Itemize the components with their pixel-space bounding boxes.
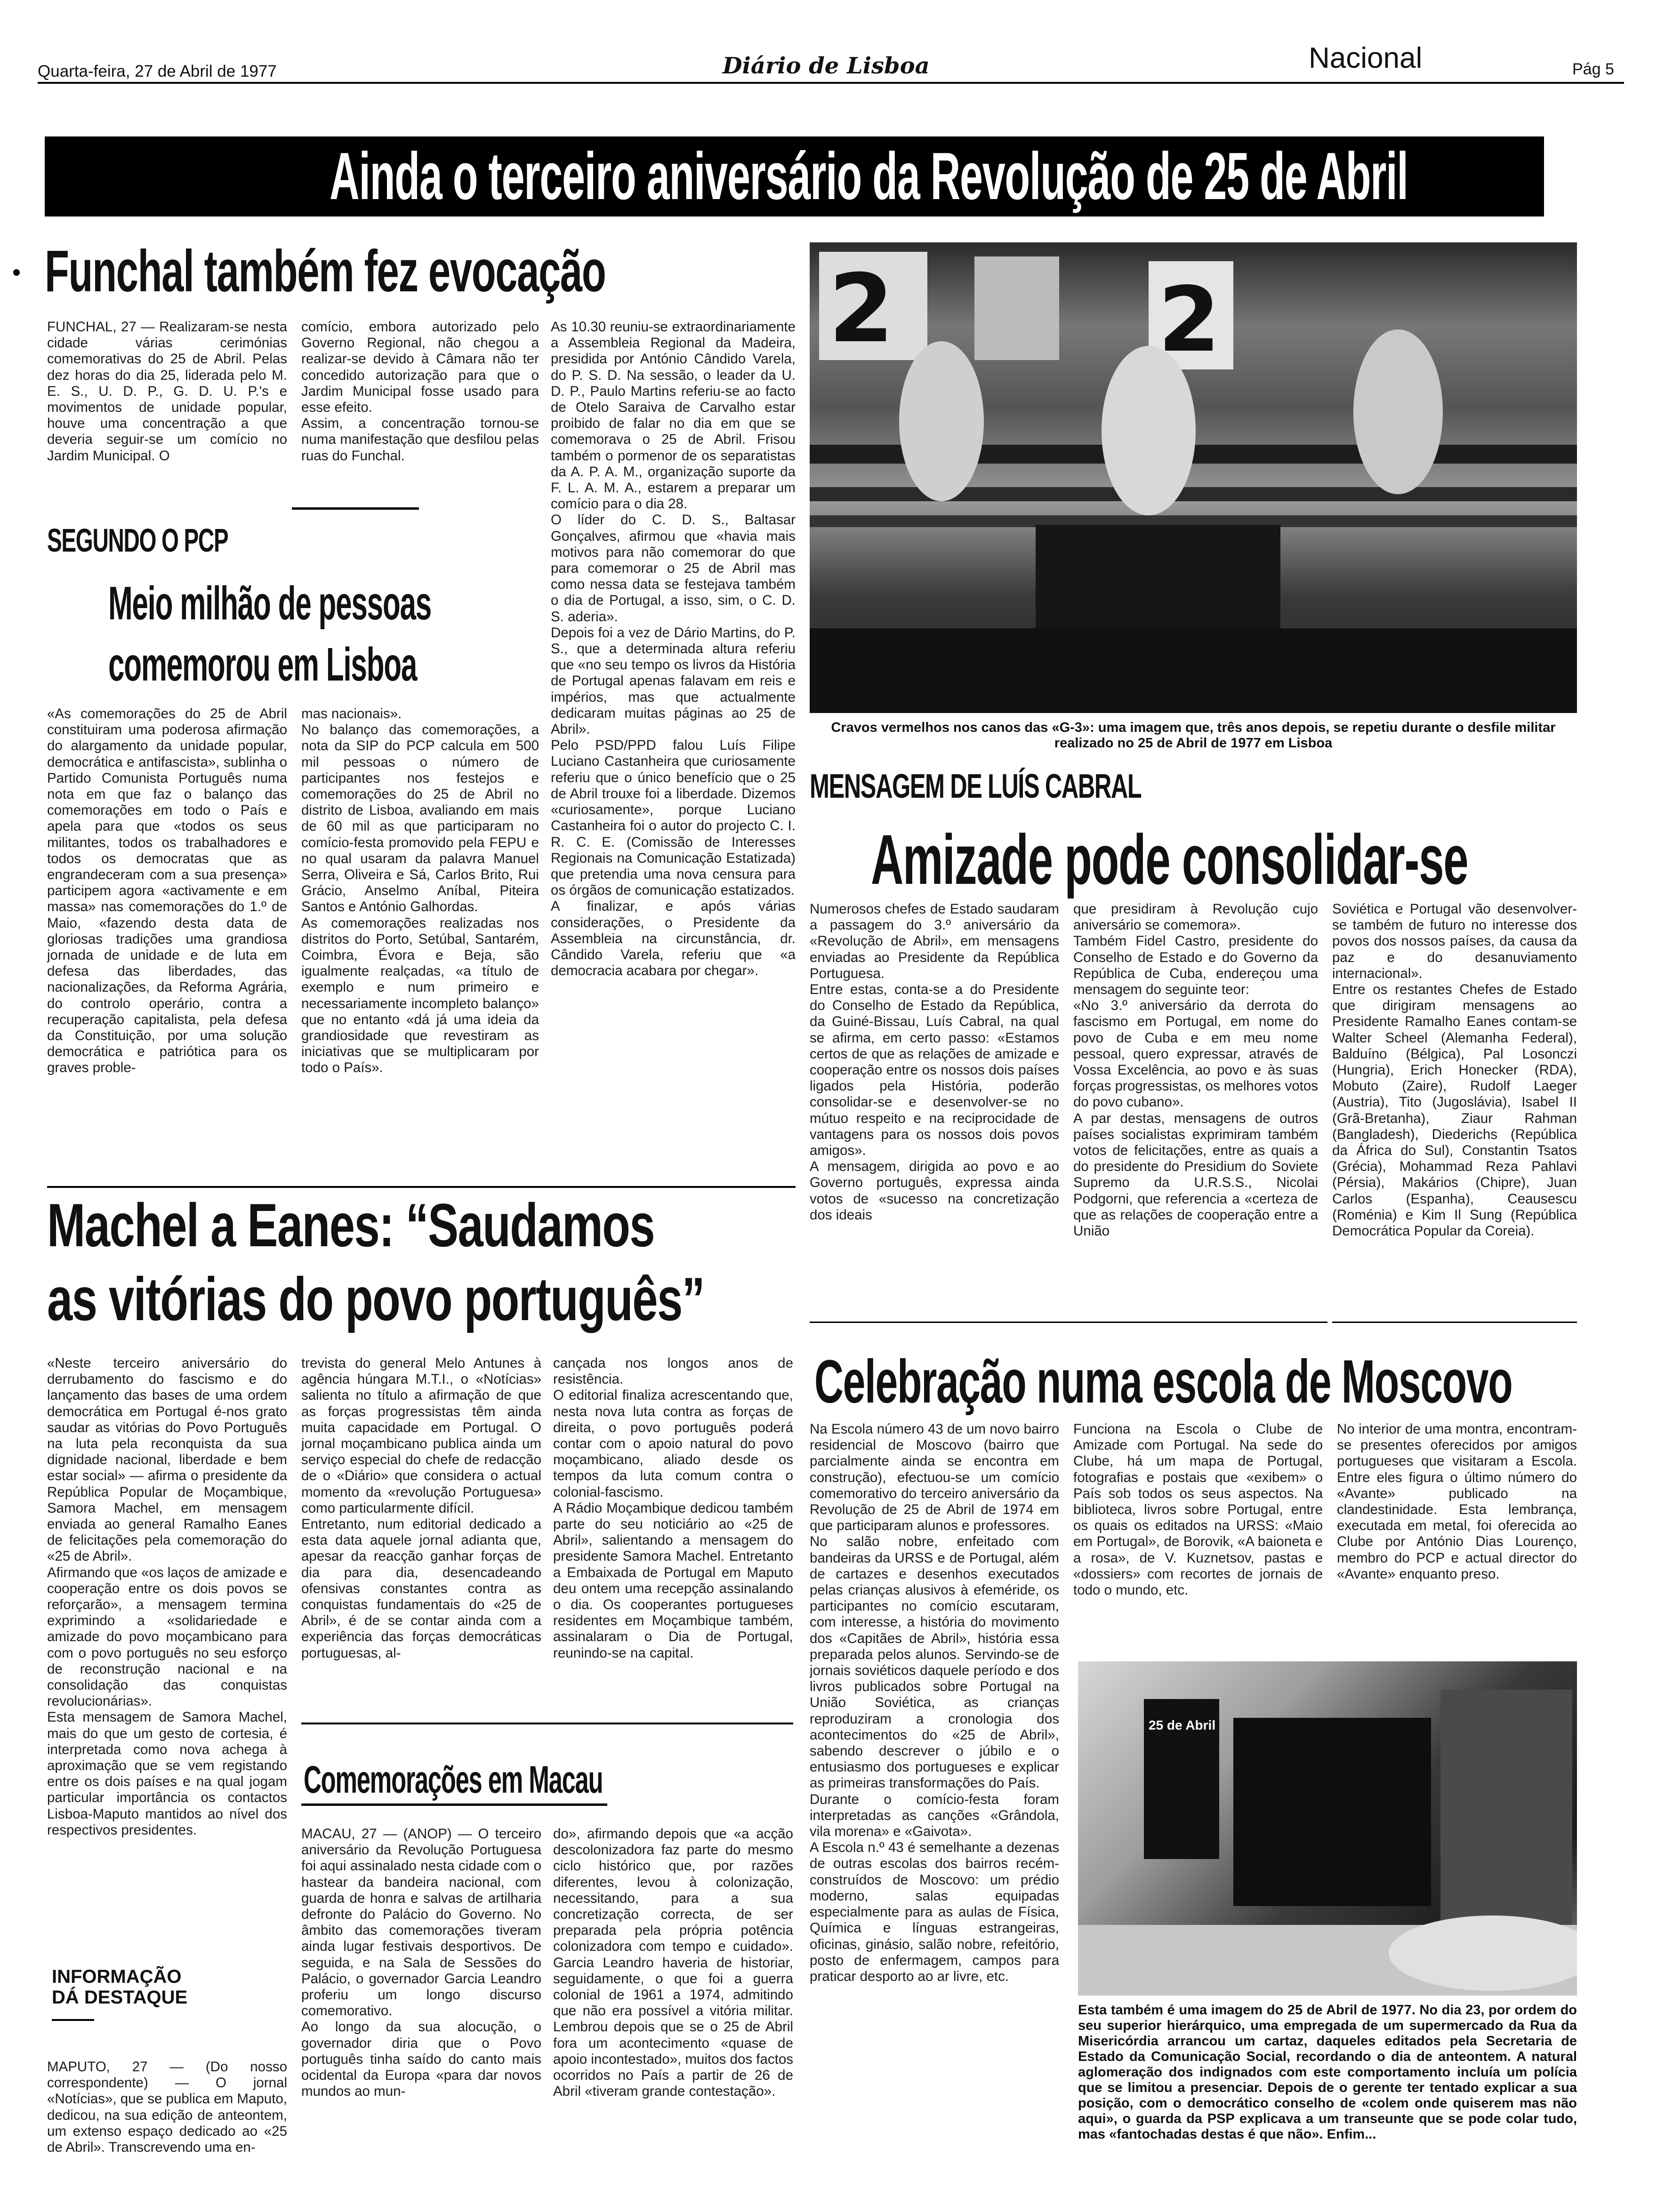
section-name: Nacional <box>1309 42 1423 74</box>
cabral-col3: Soviética e Portugal vão desenvolver-se também de futuro no interesse dos povos dos nossos países, da causa da paz e do desanuviamento internacional». Entre os restantes Chefes de Estado que dirigiram mensagens ao Presidente Ramalho Eanes contam-se Walter Scheel (Alemanha Federal), Balduíno (Bélgica), Pal Losonczi (Hungria), Erich Honecker (RDA), Mobuto (Zaire), Rudolf Laeger (Austria), Tito (Jugoslávia), Isabel II (Grã-Bretanha), Ziaur Rahman (Bangladesh), Diederichs (República da África do Sul), Constantin Tsatos (Grécia), Mohammad Reza Pahlavi (Pérsia), Makários (Chipre), Juan Carlos (Espanha), Ceausescu (Roménia) e Kim Il Sung (República Democrática Popular da Coreia). <box>1332 901 1577 1239</box>
poster-sign: 25 de Abril <box>1149 1718 1216 1732</box>
machel-col2: trevista do general Melo Antunes à agência húngara M.T.I., o «Notícias» salienta no título a afirmação de que as forças progressistas têm ainda muita capacidade em Portugal. O jornal moçambicano publica ainda um serviço especial do chefe de redacção de o «Diário» que considera o actual momento da «revolução Portuguesa» como particularmente difícil. Entretanto, num editorial dedicado a esta data aquele jornal adianta que, apesar da reacção ganhar forças de dia para dia, desencadeando ofensivas constantes contra as conquistas fundamentais do «25 de Abril», é de se contar ainda com a experiência das forças democráticas portuguesas, al- <box>301 1355 541 1661</box>
info-kicker-line2: DÁ DESTAQUE <box>52 1987 188 2008</box>
supermarket-photo-scene <box>1078 1661 1577 1996</box>
machel-col3: cançada nos longos anos de resistência. O editorial finaliza acrescentando que, nesta nova luta contra as forças de direita, o povo português poderá contar com o apoio natural do povo moçambicano, aliado desde os tempos da luta comum contra o colonial-fascismo. A Rádio Moçambique dedicou também parte do seu noticiário ao «25 de Abril», salientando a mensagem do presidente Samora Machel. Entretanto a Embaixada de Portugal em Maputo deu ontem uma recepção assinalando o dia. Os cooperantes portugueses residentes em Moçambique também, assinalaram o Dia de Portugal, reunindo-se na capital. <box>553 1355 793 1661</box>
page-number: Pág 5 <box>1572 60 1614 78</box>
cabral-col2: que presidiram à Revolução cujo aniversário se comemora». Também Fidel Castro, presidente do Conselho de Estado e do Governo da República de Cuba, endereçou uma mensagem do seguinte teor: «No 3.º aniversário da derrota do fascismo em Portugal, em nome do povo de Cuba e em meu nome pessoal, quero expressar, através de Vossa Excelência, ao povo e às suas forças progressistas, os melhores votos do povo cubano». A par destas, mensagens de outros países socialistas exprimiram também votos de felicitações, entre as quais a do presidente do Presidium do Soviete Supremo da U.R.S.S., Nicolai Podgorni, que referencia a «certeza de que as relações de cooperação entre a União <box>1073 901 1318 1239</box>
info-text: MAPUTO, 27 — (Do nosso correspondente) — O jornal «Notícias», que se publica em Maputo, dedicou, na sua edição de anteontem, um extenso espaço dedicado ao «25 de Abril». Transcrevendo uma en- <box>47 2059 287 2156</box>
cabral-rule-2 <box>1332 1322 1577 1323</box>
masthead-small: Diário de Lisboa <box>723 53 930 79</box>
banner-text: Ainda o terceiro aniversário da Revolução de 25 de Abril <box>330 139 1408 214</box>
moscovo-col1: Na Escola número 43 de um novo bairro residencial de Moscovo (bairro que parcialmente ainda se encontra em construção), efectuou-se um comício comemorativo do terceiro aniversário da Revolução de 25 de Abril de 1974 em que participaram alunos e professores. No salão nobre, enfeitado com bandeiras da URSS e de Portugal, além de cartazes e desenhos executados pelas crianças alusivos à efeméride, os participantes no comício escutaram, com interesse, a história do movimento dos «Capitães de Abril», história essa preparada pelos alunos. Servindo-se de jornais soviéticos daquele período e dos livros publicados sobre Portugal na União Soviética, as crianças reproduziram a cronologia dos acontecimentos do «25 de Abril», sabendo descrever o júbilo e o entusiasmo dos portugueses e explicar as primeiras transformações do País. Durante o comício-festa foram interpretadas as canções «Grândola, vila morena» e «Gaivota». A Escola n.º 43 é semelhante a dezenas de outras escolas dos bairros recém-construídos de Moscovo: um prédio moderno, salas equipadas especialmente para as aulas de Física, Química e línguas estrangeiras, oficinas, ginásio, salão nobre, refeitório, posto de enfermagem, campos para praticar desporto ao ar livre, etc. <box>810 1421 1059 1984</box>
svg-text:2: 2 <box>828 254 894 364</box>
macau-col2: do», afirmando depois que «a acção descolonizadora faz parte do mesmo ciclo histórico que, por razões diferentes, levou à colonização, necessitando, para a sua concretização correcta, de ser preparada pela própria potência colonizadora com tempo e cuidado». Garcia Leandro haveria de historiar, seguidamente, o que foi a guerra colonial de 1961 a 1974, admitindo que não era possível a vitória militar. Lembrou depois que se o 25 de Abril fora um acontecimento «quase de apoio incontestado», muitos dos factos ocorridos no País a partir de 26 de Abril «tiveram grande contestação». <box>553 1826 793 2100</box>
header-rule <box>38 82 1624 84</box>
supermarket-photo <box>1078 1661 1577 1996</box>
parade-photo-scene <box>810 242 1577 713</box>
svg-text:2: 2 <box>1158 268 1221 372</box>
funchal-col3: As 10.30 reuniu-se extraordinariamente a Assembleia Regional da Madeira, presidida por António Cândido Varela, do P. S. D. Na sessão, o leader da U. D. P., Paulo Martins referiu-se ao facto de Otelo Saraiva de Carvalho estar proibido de falar no dia em que se comemorava o 25 de Abril. Frisou também o pormenor de os separatistas da A. P. A. M., organização suporte da F. L. A. M. A., estarem a preparar um comício para o dia 28. O líder do C. D. S., Baltasar Gonçalves, afirmou que «havia mais motivos para não comemorar do que para comemorar o 25 de Abril mas como nessa data se festejava também o dia de Portugal, a isso, sim, o C. D. S. aderia». Depois foi a vez de Dário Martins, do P. S., que a determinada altura referiu que «no seu tempo os livros da História de Portugal apenas falavam em reis e impérios, mas que actualmente dedicaram muitas páginas ao 25 de Abril». Pelo PSD/PPD falou Luís Filipe Luciano Castanheira que curiosamente referiu que o único benefício que o 25 de Abril trouxe foi a liberdade. Dizemos «curiosamente», porque Luciano Castanheira foi o autor do projecto C. I. R. C. E. (Comissão de Interesses Regionais na Comunicação Estatizada) que pretendia uma nova censura para os órgãos de comunicação estatizados. A finalizar, e após várias considerações, o Presidente da Assembleia na circunstância, dr. Cândido Varela, referiu que «a democracia acabara por chegar». <box>551 319 796 979</box>
machel-title-line1: Machel a Eanes: “Saudamos <box>47 1191 655 1259</box>
funchal-col2: comício, embora autorizado pelo Governo Regional, não chegou a realizar-se devido à Câmara não ter concedido autorização para que o Jardim Municipal fosse usado para esse efeito. Assim, a concentração tornou-se numa manifestação que desfilou pelas ruas do Funchal. <box>301 319 539 464</box>
funchal-title: Funchal também fez evocação <box>45 239 606 304</box>
macau-top-rule <box>301 1723 793 1724</box>
info-kicker-line1: INFORMAÇÃO <box>52 1966 182 1987</box>
funchal-col1: FUNCHAL, 27 — Realizaram-se nesta cidade várias cerimónias comemorativas do 25 de Abril. Pelas dez horas do dia 25, liderada pelo M. E. S., U. D. P., G. D. U. P.'s e movimentos de unidade popular, houve uma concentração a que deveria seguir-se um comício no Jardim Municipal. O <box>47 319 287 464</box>
moscovo-title: Celebração numa escola de Moscovo <box>814 1347 1512 1416</box>
banner <box>45 136 1544 216</box>
parade-photo <box>810 242 1577 713</box>
cabral-kicker: MENSAGEM DE LUÍS CABRAL <box>810 768 1142 805</box>
pcp-title-line1: Meio milhão de pessoas <box>108 577 431 630</box>
bullet-icon <box>13 269 20 276</box>
macau-title-rule <box>301 1803 607 1806</box>
parade-photo-caption: Cravos vermelhos nos canos das «G-3»: uma imagem que, três anos depois, se repetiu durante o desfile militar realizado no 25 de Abril de 1977 em Lisboa <box>831 720 1556 751</box>
macau-col1: MACAU, 27 — (ANOP) — O terceiro aniversário da Revolução Portuguesa foi aqui assinalado nesta cidade com o hastear da bandeira nacional, com guarda de honra e salvas de artilharia defronte do Palácio do Governo. No âmbito das comemorações tiveram ainda lugar festivais desportivos. De seguida, e na Sala de Sessões do Palácio, o governador Garcia Leandro proferiu um longo discurso comemorativo. Ao longo da sua alocução, o governador diria que o Povo português tinha saído do canto mais ocidental da Europa «para dar novos mundos ao mun- <box>301 1826 541 2100</box>
pcp-col2: mas nacionais». No balanço das comemorações, a nota da SIP do PCP calcula em 500 mil pessoas o número de participantes nos festejos e comemorações do 25 de Abril no distrito de Lisboa, avaliando em mais de 60 mil as que participaram no comício-festa promovido pela FEPU e no qual usaram da palavra Manuel Serra, Oliveira e Sá, Carlos Brito, Rui Grácio, Anselmo Aníbal, Piteira Santos e António Galhordas. As comemorações realizadas nos distritos do Porto, Setúbal, Santarém, Coimbra, Évora e Beja, são igualmente realçadas, «a título de exemplo e num primeiro e necessariamente incompleto balanço» que no entanto «dá já uma ideia da grandiosidade que revestiram as iniciativas que se multiplicaram por todo o País». <box>301 706 539 1076</box>
machel-title-line2: as vitórias do povo português” <box>47 1265 705 1333</box>
cabral-col1: Numerosos chefes de Estado saudaram a passagem do 3.º aniversário da «Revolução de Abril», em mensagens enviadas ao Presidente da República Portuguesa. Entre estas, conta-se a do Presidente do Conselho de Estado da República, da Guiné-Bissau, Luís Cabral, na qual se afirma, em certo passo: «Estamos certos de que as relações de amizade e cooperação entre os nossos dois países ligados pela História, poderão consolidar-se e desenvolver-se no mútuo respeito e na reciprocidade de vantagens para os nossos dois povos amigos». A mensagem, dirigida ao povo e ao Governo português, expressa ainda votos de «sucesso na concretização dos ideais <box>810 901 1059 1223</box>
cabral-rule-1 <box>810 1322 1327 1323</box>
date-line: Quarta-feira, 27 de Abril de 1977 <box>38 62 277 80</box>
pcp-title-line2: comemorou em Lisboa <box>108 638 417 691</box>
moscovo-col3: No interior de uma montra, encontram-se presentes oferecidos por amigos portugueses que visitaram a Escola. Entre eles figura o último número do «Avante» publicado na clandestinidade. Esta lembrança, executada em metal, foi oferecida ao Clube por António Dias Lourenço, membro do PCP e actual director do «Avante» enquanto preso. <box>1337 1421 1577 1582</box>
cabral-title: Amizade pode consolidar-se <box>871 820 1468 899</box>
pcp-col1: «As comemorações do 25 de Abril constituiram uma poderosa afirmação do alargamento da unidade popular, democrática e antifascista», sublinha o Partido Comunista Português numa nota em que faz o balanço das comemorações em todo o País e apela para que «todos os seus militantes, todos os trabalhadores e todos os democratas que as engrandeceram com a sua presença» participem agora «activamente e em massa» nas comemorações do 1.º de Maio, «fazendo desta data de gloriosas tradições uma grandiosa jornada de unidade e de luta em defesa das liberdades, das nacionalizações, da Reforma Agrária, do controlo operário, contra a recuperação capitalista, pela defesa da Constituição, por uma solução democrática e patriótica para os graves proble- <box>47 706 287 1076</box>
machel-col1: «Neste terceiro aniversário do derrubamento do fascismo e do lançamento das bases de uma ordem democrática em Portugal é-nos grato saudar as vitórias do Povo Português na luta pela reconquista da sua dignidade nacional, liberdade e bem estar social» — afirma o presidente da República Popular de Moçambique, Samora Machel, em mensagem enviada ao general Ramalho Eanes de felicitações pela comemoração do «25 de Abril». Afirmando que «os laços de amizade e cooperação entre os dois povos se reforçarão», a mensagem termina exprimindo a «solidariedade e amizade do povo moçambicano para com o povo português no seu esforço de reconstrução nacional e na consolidação das conquistas revolucionárias». Esta mensagem de Samora Machel, mais do que um gesto de cortesia, é interpretada como nova achega à aproximação que se vem registando entre os dois países e na qual jogam particular importância os contactos Lisboa-Maputo mantidos ao nível dos respectivos presidentes. <box>47 1355 287 1838</box>
info-rule <box>52 2019 94 2021</box>
supermarket-photo-caption: Esta também é uma imagem do 25 de Abril de 1977. No dia 23, por ordem do seu superior hierárquico, uma empregada de um supermercado da Rua da Misericórdia arrancou um cartaz, daqueles editados pela Secretaria de Estado da Comunicação Social, recordando o dia de anteontem. A natural aglomeração dos indignados com este comportamento incluía um polícia que se limitou a presenciar. Depois de o gerente ter tentado explicar a sua posição, com o democrático conselho de «colem onde quiserem mas não aqui», o guarda da PSP explicava a um transeunte que se pode colar tudo, mas «fantochadas destas é que não». Enfim... <box>1078 2003 1577 2142</box>
pcp-rule <box>292 507 419 510</box>
machel-top-rule <box>47 1186 796 1188</box>
pcp-kicker: SEGUNDO O PCP <box>47 522 228 559</box>
macau-title: Comemorações em Macau <box>304 1758 603 1801</box>
moscovo-col2: Funciona na Escola o Clube de Amizade com Portugal. Na sede do Clube, há um mapa de Portugal, fotografias e postais que «exibem» o País sob todos os seus aspectos. Na biblioteca, livros sobre Portugal, entre os quais os editados na URSS: «Maio em Portugal», de Borovik, «A baioneta e a rosa», de V. Kuznetsov, pastas e «dossiers» com recortes de jornais de todo o mundo, etc. <box>1073 1421 1323 1598</box>
